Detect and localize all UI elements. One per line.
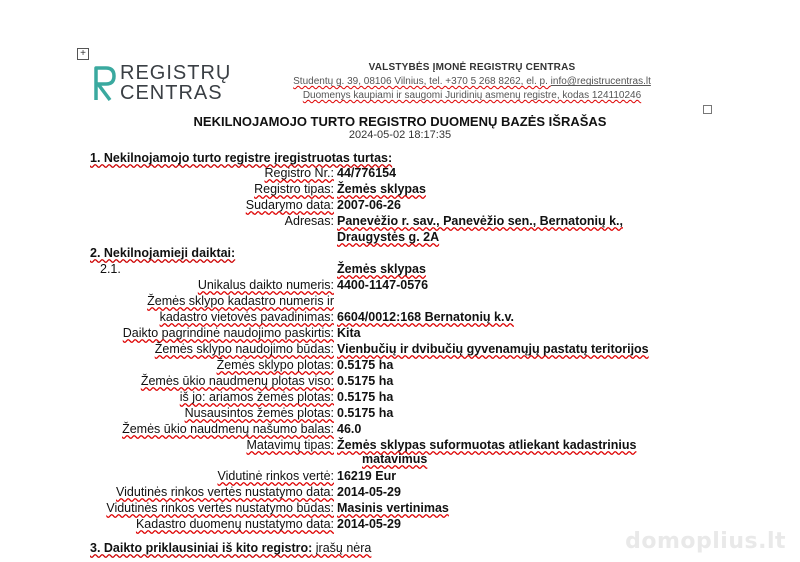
organization-block (262, 61, 682, 103)
logo-text-line2: CENTRAS (120, 82, 223, 104)
table-row: Vidutinės rinkos vertės nustatymo data: 2014-05-29 (116, 485, 401, 499)
document-timestamp: 2024-05-02 18:17:35 (348, 129, 452, 141)
section-3-heading: 3. Daikto priklausiniai iš kito registro: įrašų nėra (90, 541, 372, 555)
table-row: Registro Nr.: 44/776154 (264, 166, 397, 180)
section-3-value: įrašų nėra (312, 541, 372, 555)
table-row: Vidutinės rinkos vertės nustatymo būdas: Masinis vertinimas (106, 501, 449, 515)
table-row: Vidutinė rinkos vertė: 16219 Eur (217, 469, 397, 483)
table-row: Žemės sklypo plotas: 0.5175 ha (216, 358, 394, 372)
logo-r-mark-icon (92, 64, 118, 104)
table-row: Kadastro duomenų nustatymo data: 2014-05-29 (135, 517, 401, 531)
table-row: Žemės sklypo kadastro numeris ir (147, 294, 334, 308)
logo-text-line1: REGISTRŲ (120, 62, 232, 84)
table-row: matavimus (362, 452, 428, 466)
table-row: Adresas: Panevėžio r. sav., Panevėžio sen., Bernatonių k., (284, 214, 623, 228)
table-row: Registro tipas: Žemės sklypas (254, 182, 426, 196)
watermark-text: domoplius.lt (625, 529, 786, 554)
item-number: 2.1. (100, 262, 121, 276)
organization-name: VALSTYBĖS ĮMONĖ REGISTRŲ CENTRAS (368, 62, 576, 73)
table-row: iš jo: ariamos žemės plotas: 0.5175 ha (179, 390, 394, 404)
table-row: Unikalus daikto numeris: 4400-1147-0576 (197, 278, 429, 292)
table-row: Matavimų tipas: Žemės sklypas suformuotas atliekant kadastrinius (246, 438, 637, 452)
section-2-heading: 2. Nekilnojamieji daiktai: (90, 246, 236, 260)
section-1-heading: 1. Nekilnojamojo turto registre įregistruotas turtas: (90, 151, 393, 165)
table-move-handle[interactable]: + (77, 48, 89, 60)
table-row (0, 262, 800, 277)
table-row: Žemės sklypo naudojimo būdas: Vienbučių ir dvibučių gyvenamųjų pastatų teritorijos (154, 342, 649, 356)
table-row: Nusausintos žemės plotas: 0.5175 ha (184, 406, 394, 420)
table-row: kadastro vietovės pavadinimas: 6604/0012:168 Bernatonių k.v. (159, 310, 514, 324)
organization-registry-note: Duomenys kaupiami ir saugomi Juridinių asmenų registre, kodas 124110246 (302, 90, 642, 101)
table-resize-handle[interactable] (703, 105, 712, 114)
document-title: NEKILNOJAMOJO TURTO REGISTRO DUOMENŲ BAZĖS IŠRAŠAS (193, 114, 607, 129)
table-row: Daikto pagrindinė naudojimo paskirtis: Kita (122, 326, 361, 340)
table-row: Sudarymo data: 2007-06-26 (245, 198, 401, 212)
organization-email-link[interactable]: info@registrucentras.lt (550, 76, 651, 87)
table-row: Draugystės g. 2A (337, 230, 440, 244)
item-title: Žemės sklypas (337, 262, 426, 276)
organization-address: Studentų g. 39, 08106 Vilnius, tel. +370 5 268 8262, el. p. info@registrucentras.lt (293, 76, 651, 87)
registru-centras-logo (92, 62, 232, 106)
table-row: Žemės ūkio naudmenų našumo balas: 46.0 (122, 422, 362, 436)
table-row: Žemės ūkio naudmenų plotas viso: 0.5175 ha (140, 374, 394, 388)
